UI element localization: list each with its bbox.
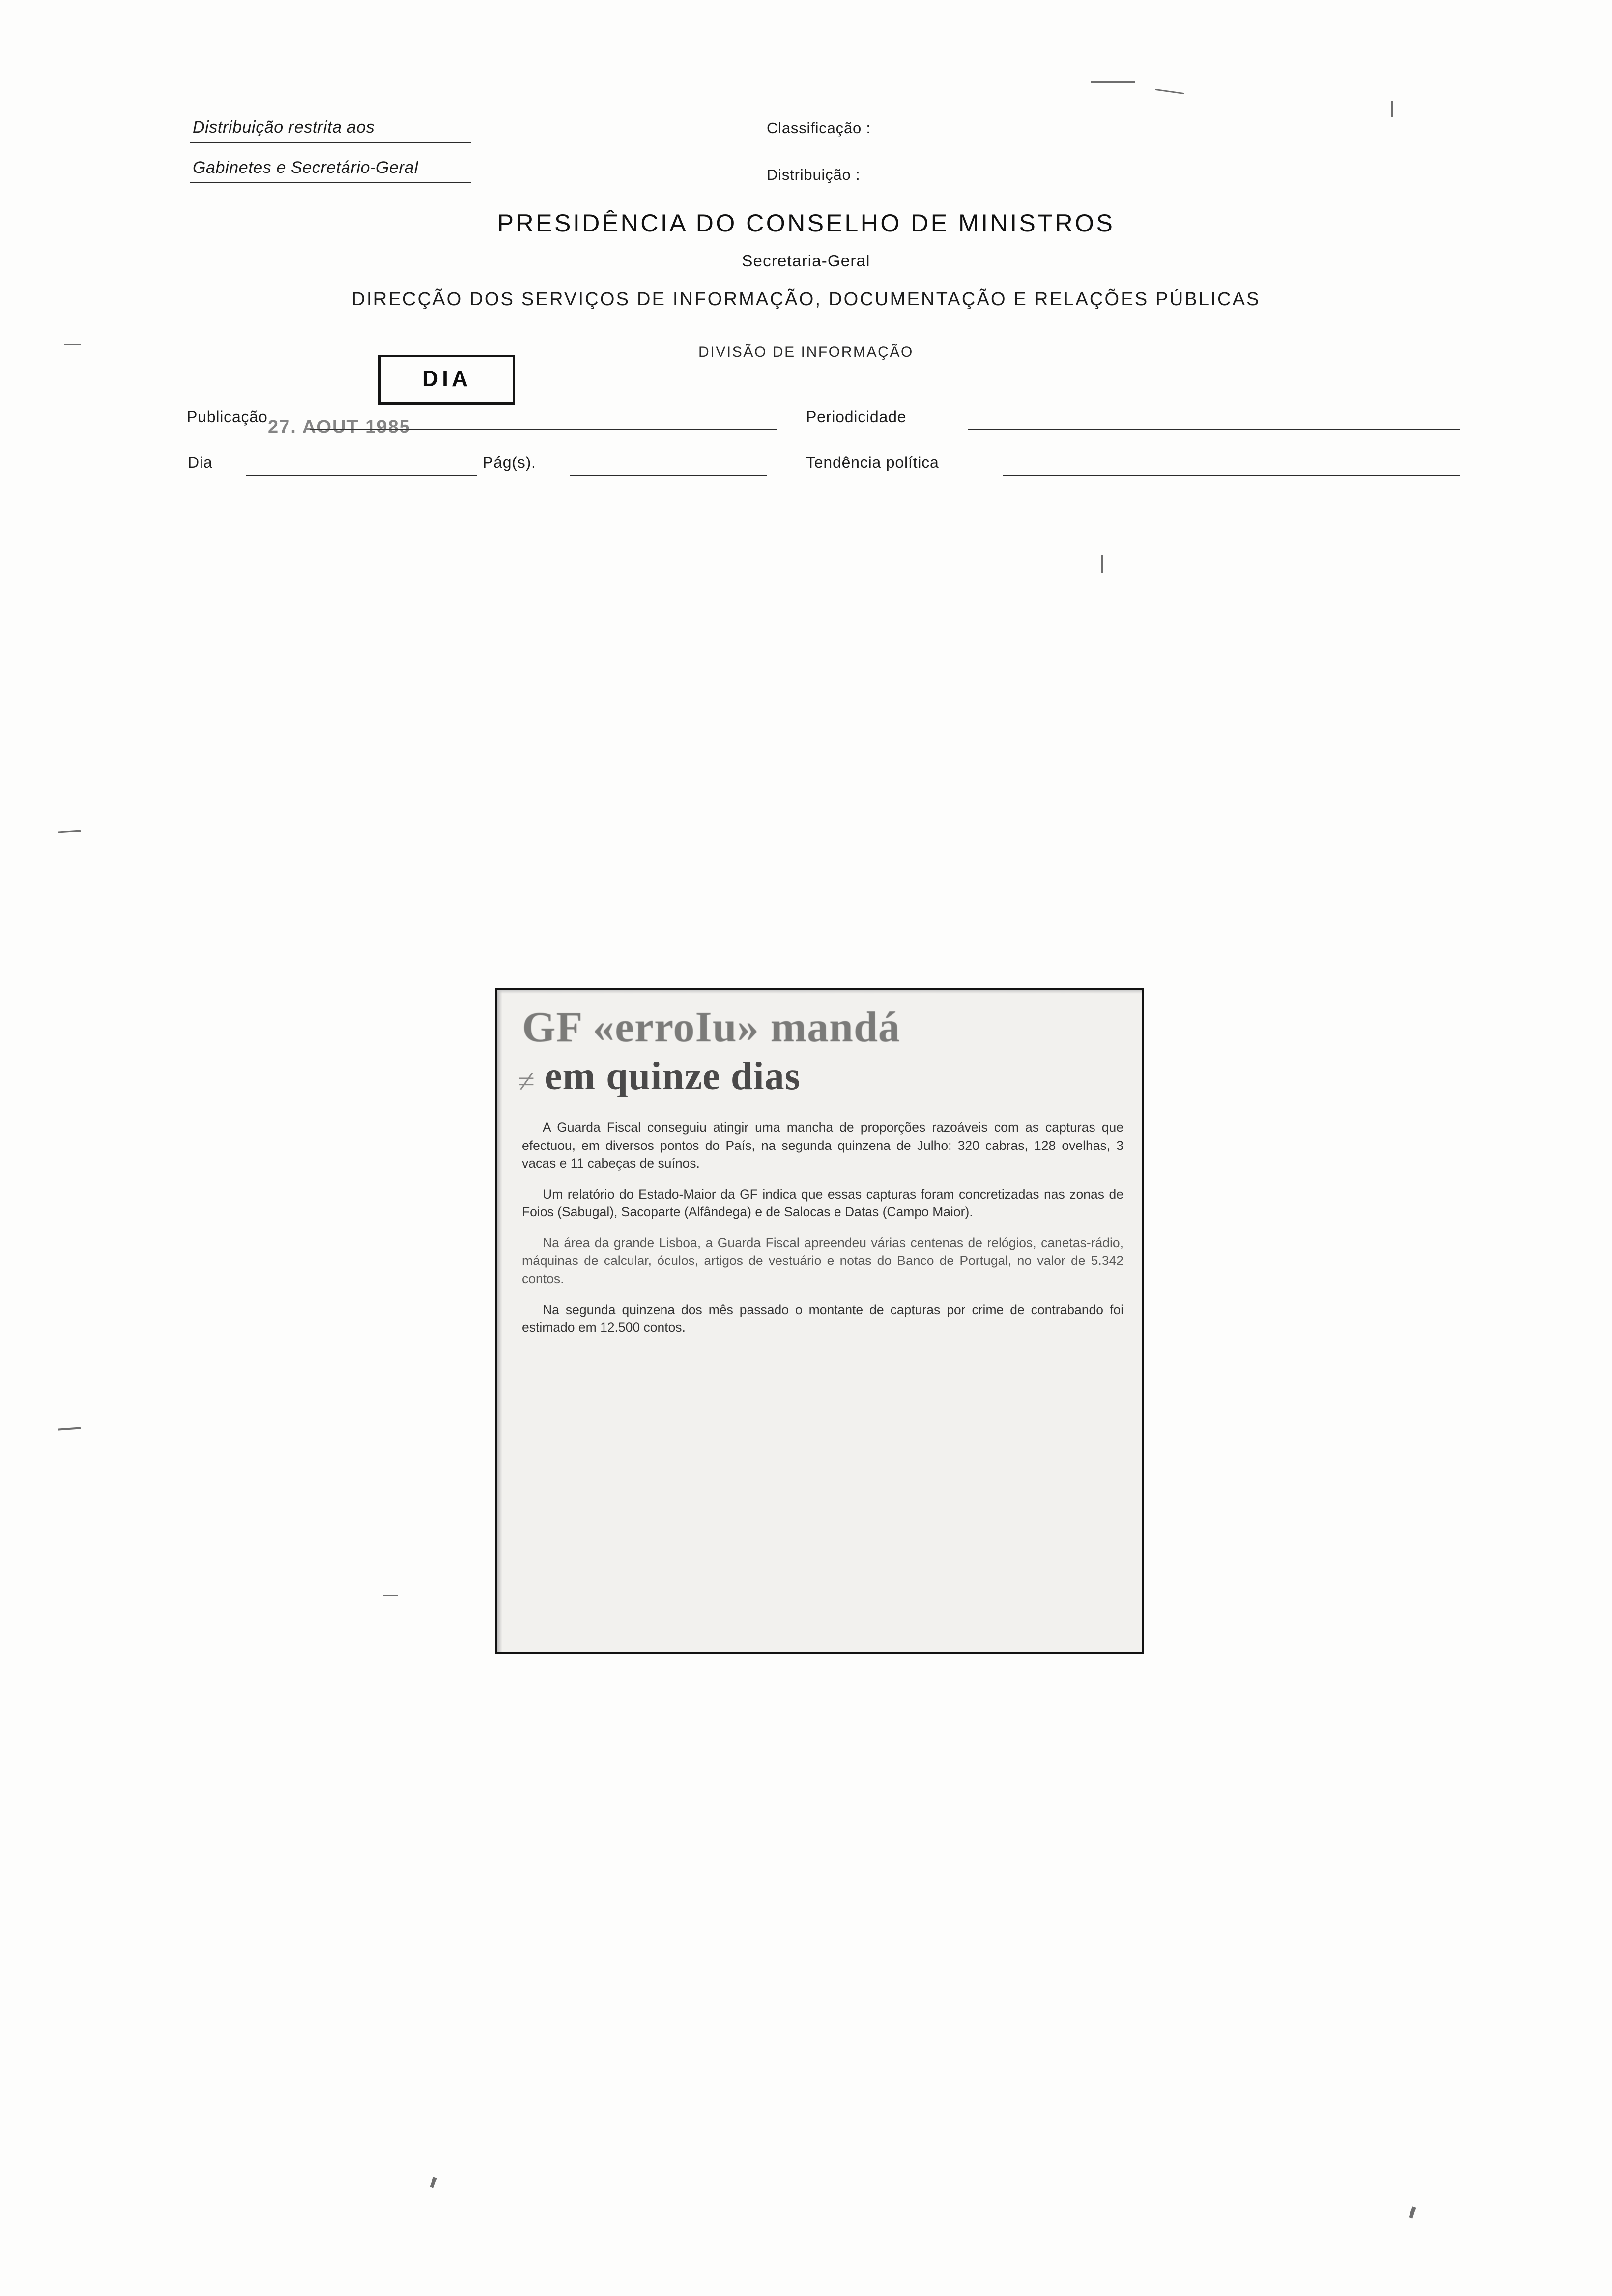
pags-label: Pág(s). xyxy=(483,454,536,471)
scan-mark xyxy=(430,2177,437,2188)
classificacao-label: Classificação : xyxy=(767,119,871,137)
periodicidade-label: Periodicidade xyxy=(806,408,907,426)
page-title: PRESIDÊNCIA DO CONSELHO DE MINISTROS xyxy=(497,209,1115,237)
scan-mark xyxy=(1101,555,1103,573)
subtitle-secretaria-geral: Secretaria-Geral xyxy=(742,252,870,270)
dia-input[interactable] xyxy=(246,475,477,476)
restricted-distribution-line-2: Gabinetes e Secretário-Geral xyxy=(193,158,419,177)
scan-mark xyxy=(1155,89,1184,94)
publicacao-label: Publicação xyxy=(187,408,268,426)
clipping-paragraph: Na segunda quinzena dos mês passado o montante de capturas por crime de contrabando foi estimado em 12.500 contos. xyxy=(522,1302,1123,1335)
scan-mark xyxy=(1391,101,1393,117)
tendencia-politica-label: Tendência política xyxy=(806,454,939,471)
clipping-headline-line-1: GF «erroIu» mandá xyxy=(522,1004,900,1051)
clipping-paragraph: Na área da grande Lisboa, a Guarda Fiscal apreendeu várias centenas de relógios, canetas-rádio, máquinas de calcular, óculos, artigos de vestuário e notas do Banco de Portugal, no valor de 5.342 contos. xyxy=(522,1235,1123,1286)
clipping-content xyxy=(510,997,1132,1645)
periodicidade-input[interactable] xyxy=(968,429,1460,430)
clipping-body xyxy=(522,1119,1123,1349)
clipping-paragraph: A Guarda Fiscal conseguiu atingir uma mancha de proporções razoáveis com as capturas que efectuou, em diversos pontos do País, na segunda quinzena de Julho: 320 cabras, 128 ovelhas, 3 vacas e 11 cabeças de suínos. xyxy=(522,1120,1123,1171)
clipping-edge-shadow xyxy=(497,990,1142,994)
tendencia-politica-input[interactable] xyxy=(1003,475,1460,476)
date-stamp: 27. AOUT 1985 xyxy=(268,417,411,437)
distribuicao-label: Distribuição : xyxy=(767,166,861,183)
dia-stamp-box xyxy=(378,355,515,405)
dia-label: Dia xyxy=(188,454,213,471)
restricted-underline-1 xyxy=(190,142,471,143)
subtitle-divisao-informacao: DIVISÃO DE INFORMAÇÃO xyxy=(698,344,914,360)
scan-mark xyxy=(1091,81,1135,83)
subtitle-direccao-servicos: DIRECÇÃO DOS SERVIÇOS DE INFORMAÇÃO, DOCUMENTAÇÃO E RELAÇÕES PÚBLICAS xyxy=(351,289,1261,310)
clipping-headline-line-2: em quinze dias xyxy=(545,1055,801,1098)
restricted-distribution-line-1: Distribuição restrita aos xyxy=(193,118,375,137)
scan-mark xyxy=(383,1595,398,1596)
newspaper-clipping xyxy=(495,988,1144,1654)
pags-input[interactable] xyxy=(570,475,767,476)
dia-stamp-label: DIA xyxy=(422,366,472,391)
clipping-headline-decoration: ≠ xyxy=(518,1065,535,1098)
scan-mark xyxy=(58,1427,81,1430)
scan-mark xyxy=(1409,2206,1416,2218)
scan-mark xyxy=(64,344,81,345)
clipping-edge-shadow xyxy=(497,990,502,1652)
clipping-paragraph: Um relatório do Estado-Maior da GF indica que essas capturas foram concretizadas nas zonas de Foios (Sabugal), Sacoparte (Alfândega) e de Salocas e Datas (Campo Maior). xyxy=(522,1186,1123,1220)
restricted-underline-2 xyxy=(190,182,471,183)
scan-mark xyxy=(58,830,81,833)
